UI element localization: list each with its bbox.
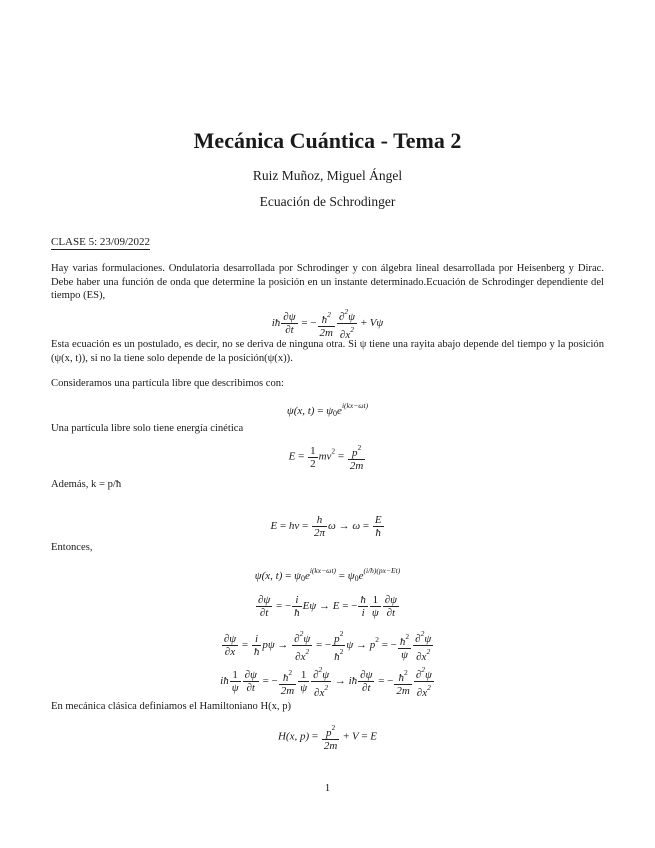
paragraph-free-particle: Consideramos una partícula libre que describimos con:	[51, 378, 285, 389]
equation-planck: E = hν = $\frac{h}{2\pi}$ ω → ω = $\frac{E}{ħ}$	[270, 514, 382, 539]
page-number: 1	[324, 782, 331, 794]
paragraph-hamiltonian: En mecánica clásica definiamos el Hamiltoniano H(x, p)	[51, 701, 292, 712]
equation-time-derivative: $\frac{\partial\psi}{\partial t}$ = − $\frac{i}{ħ}$ Eψ → E = − $\frac{ħ}{i}$ $\frac{1}{\psi}$ $\frac{\partial\psi}{\partial t}$	[257, 594, 398, 619]
paragraph-kinetic: Una partícula libre solo tiene energía cinética	[51, 423, 244, 434]
paragraph-entonces: Entonces,	[51, 542, 93, 553]
section-heading: CLASE 5: 23/09/2022	[51, 236, 151, 248]
equation-psi-rewritten: ψ(x, $t) = \psi 0e^{i(kx-\omega t)} = \psi 0e^{(i/ħ)(px-Et)}$	[254, 566, 401, 583]
equation-hamiltonian: H(x, p) = $\frac{p^2}{2m}$ + V = E	[277, 723, 378, 752]
paragraph-postulate: Esta ecuación es un postulado, es decir, no se deriva de ninguna otra. Si ψ tiene una rayita abajo depende del tiempo y la posición (ψ(x, t)), si no la tiene solo depende de la posición(ψ(x)).	[51, 339, 604, 364]
paragraph-ademas: Además, k = p/ħ	[51, 479, 122, 490]
equation-energy: E = $\frac{1}{2}$ $mv^2$ = $\frac{p^2}{2m}$	[288, 443, 364, 472]
paragraph-intro: Hay varias formulaciones. Ondulatoria desarrollada por Schrodinger y con álgebra lineal desarrollada por Heisenberg y Dirac. Debe haber una función de onda que determine la posición en un instante determinado.Ecuación de Schrodinger dependiente del tiempo (ES),	[51, 263, 604, 302]
document-author: Ruiz Muñoz, Miguel Ángel	[252, 168, 403, 183]
equation-plane-wave: ψ(x, $t) = \psi 0e^{i(kx-\omega t)}$	[286, 401, 369, 418]
equation-space-derivative: $\frac{\partial\psi}{\partial x}$ = $\frac{i}{ħ}$ pψ → $\frac{\partial^2\psi}{\partial x^2}$ = − $\frac{p^2}{ħ^2}$ $\psi \to p^2$ = − $\frac{ħ^2}{\psi}$ $\frac{\partial^2\psi}{\partial x^2}$	[223, 629, 432, 663]
document-title: Mecánica Cuántica - Tema 2	[193, 128, 462, 153]
equation-combined: iħ $\frac{1}{\psi}$ $\frac{\partial\psi}{\partial t}$ = − $\frac{ħ^2}{2m}$ $\frac{1}{\psi}$ $\frac{\partial^2\psi}{\partial x^2}$ → iħ $\frac{\partial\psi}{\partial t}$ = − $\frac{ħ^2}{2m}$ $\frac{\partial^2\psi}{\partial x^2}$	[220, 665, 432, 699]
document-subtitle: Ecuación de Schrodinger	[259, 194, 396, 209]
equation-schrodinger: iħ $\frac{\partial\psi}{\partial t}$ = − $\frac{ħ^2}{2m}$ $\frac{\partial^2\psi}{\partial x^2}$ + Vψ	[271, 307, 384, 341]
